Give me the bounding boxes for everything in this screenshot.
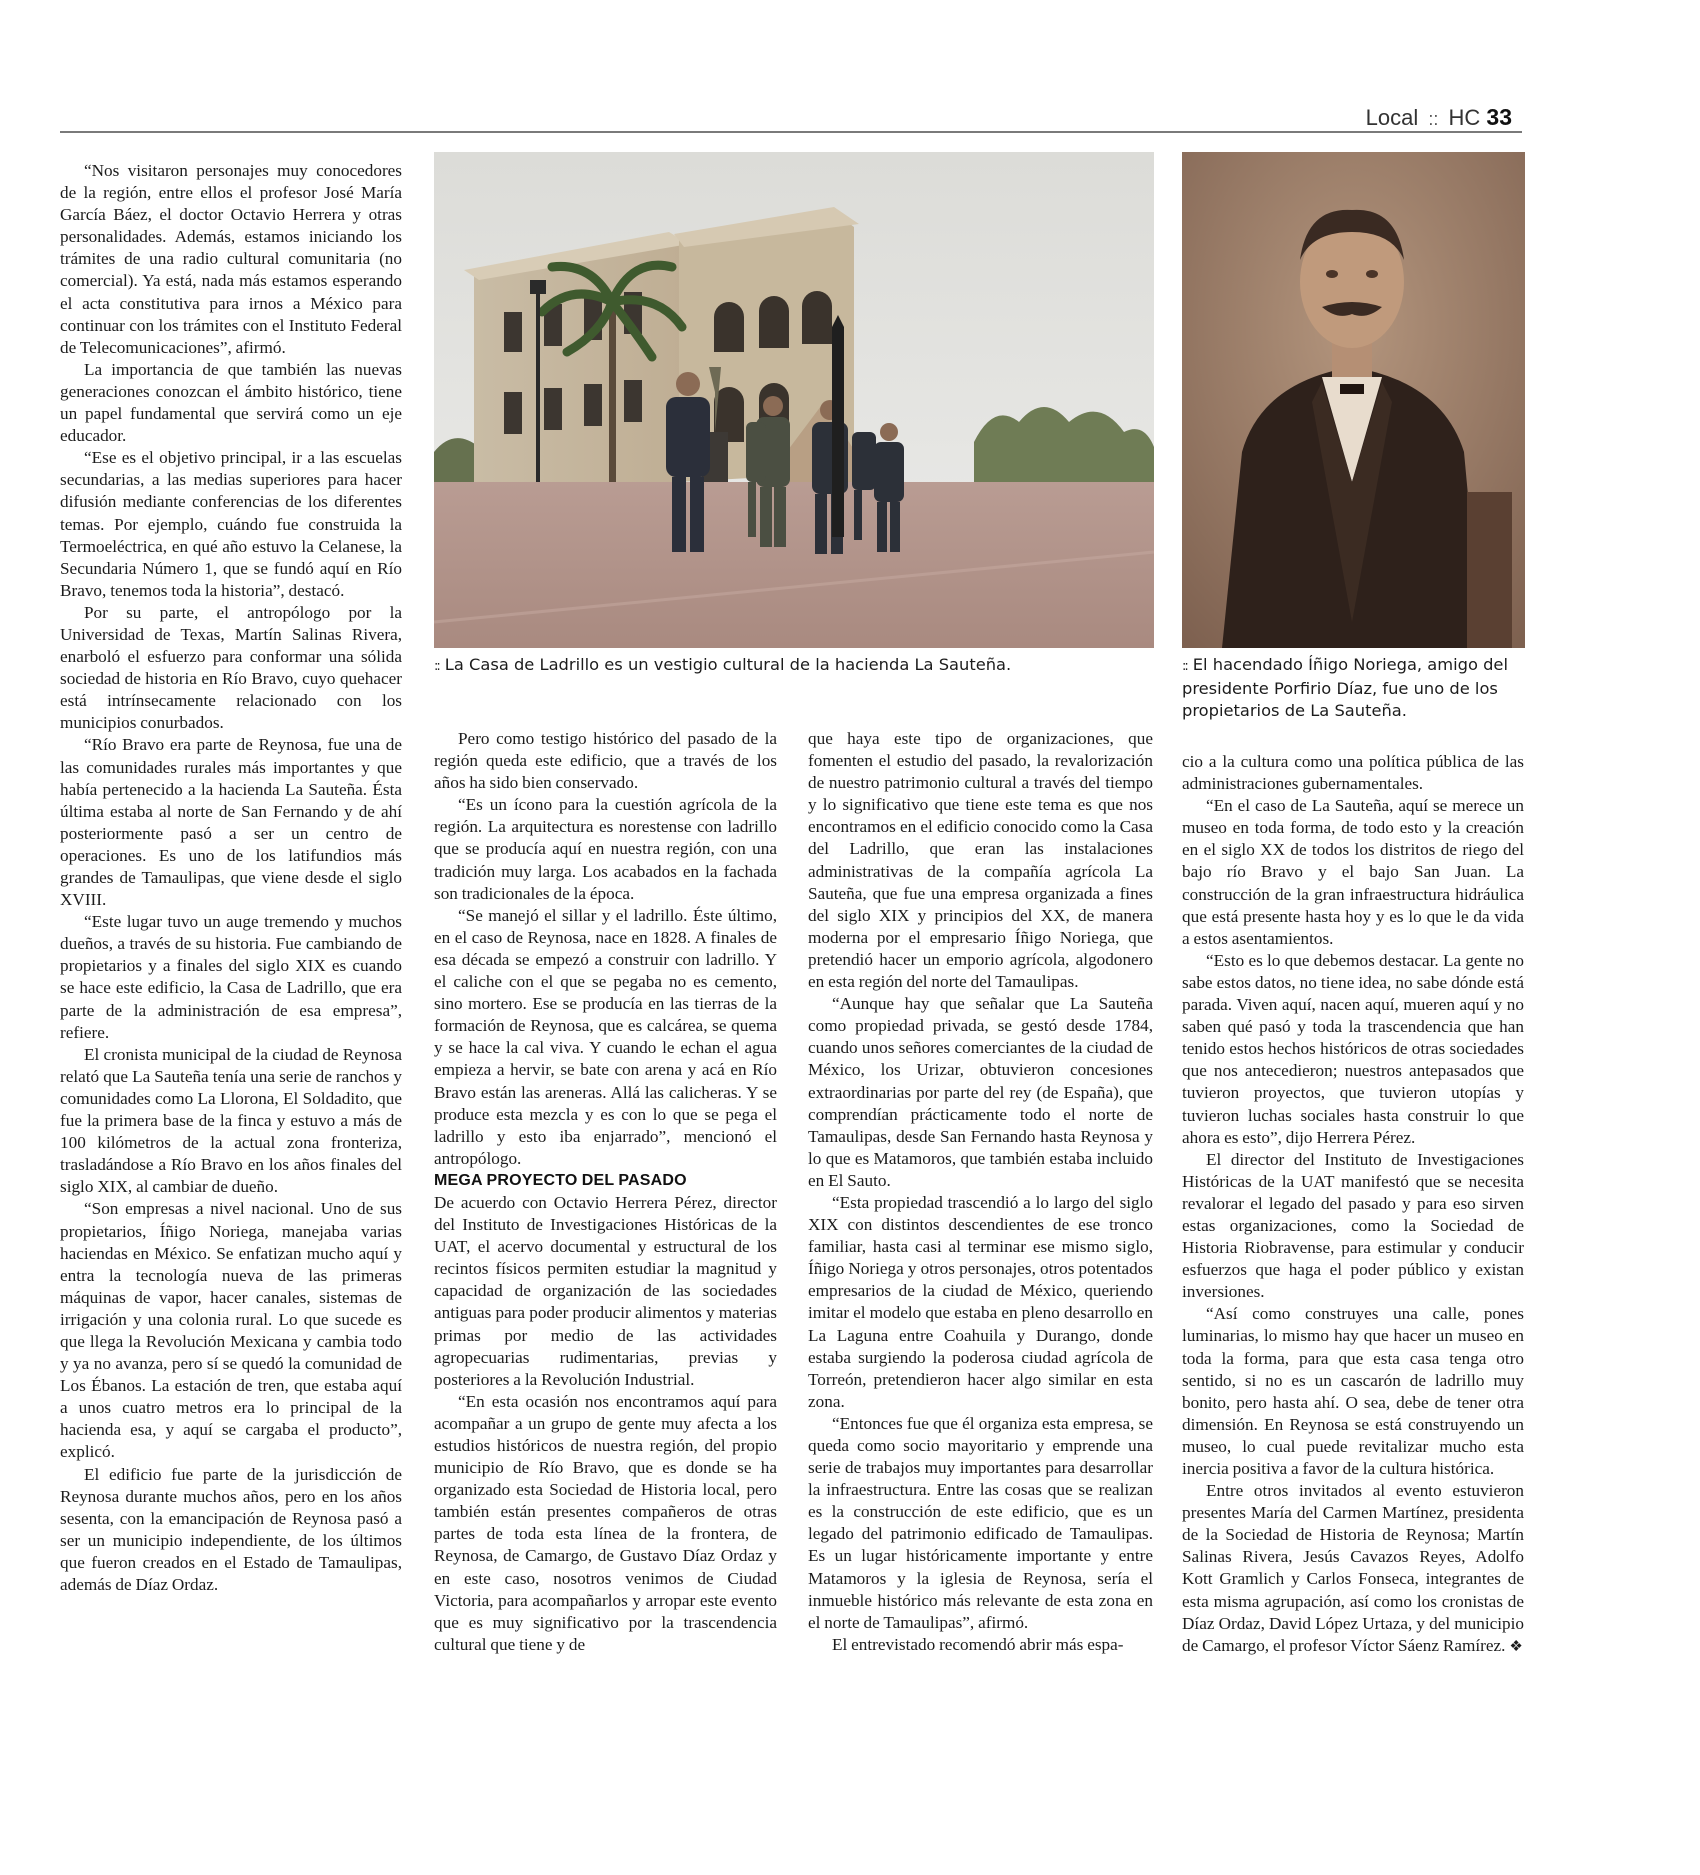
portrait-caption: [1182, 654, 1527, 722]
paragraph: El entrevistado recomendó abrir más espa-: [832, 1634, 1124, 1654]
article-column-3: [808, 728, 1153, 1656]
header-separator: ::: [1428, 109, 1439, 129]
paragraph: cio a la cultura como una política pública de las administraciones gubernamentales.: [1182, 752, 1524, 794]
paragraph: “Así como construyes una calle, pones luminarias, lo mismo hay que hacer un museo en toda la forma, para que esta casa tenga otro sentido, si no es un cascarón de ladrillo muy bonito, pero hasta ahí. O sea, debe de tener otra dimensión. En Reynosa se está construyendo un museo, lo cual puede revitalizar mucho esta inercia positiva a favor de la cultura histórica.: [1182, 1304, 1524, 1478]
paragraph: “Río Bravo era parte de Reynosa, fue una de las comunidades rurales más importantes y que había pertenecido a la hacienda La Sauteña. Ésta última estaba al norte de San Fernando y de ahí posteriormente pasó a ser un centro de operaciones. Es uno de los latifundios más grandes de Tamaulipas, que viene desde el siglo XVIII.: [60, 735, 402, 910]
building-caption-text: La Casa de Ladrillo es un vestigio cultural de la hacienda La Sauteña.: [444, 655, 1012, 674]
portrait-photo: [1182, 152, 1525, 648]
article-column-2: [434, 728, 777, 1656]
page-number: 33: [1486, 104, 1512, 130]
paragraph: Pero como testigo histórico del pasado de la región queda este edificio, que a través de los años ha sido bien conservado.: [434, 729, 777, 793]
paragraph: “Se manejó el sillar y el ladrillo. Éste último, en el caso de Reynosa, nace en 1828. A finales de esa década se empezó a construir con ladrillo. Y el caliche con el que se pegaba no es cemento, sino mortero. Ese se producía en las tierras de la formación de Reynosa, que es calcárea, se quema y se hace la cal viva. Y cuando le echan el agua empieza a hervir, se bate con arena y acá en Río Bravo están las areneras. Allá las calicheras. Y se produce esta mezcla y es con lo que se pega el ladrillo y esto iba enjarrado”, mencionó el antropólogo.: [434, 905, 777, 1168]
paragraph: “Este lugar tuvo un auge tremendo y muchos dueños, a través de su historia. Fue cambiando de propietarios y a finales del siglo XIX es cuando se hace este edificio, la Casa de Ladrillo, que era parte de la administración de esa empresa”, refiere.: [60, 912, 402, 1042]
paragraph: “En esta ocasión nos encontramos aquí para acompañar a un grupo de gente muy afecta a los estudios históricos de nuestra región, del propio municipio de Río Bravo, que es donde se ha organizado esta Sociedad de Historia local, pero también están presentes compañeros de otras partes de toda esta línea de la frontera, de Reynosa, de Camargo, de Gustavo Díaz Ordaz y en este caso, nosotros venimos de Ciudad Victoria, para acompañarlos y arropar este evento que es muy significativo por la trascendencia cultural que tiene y de: [434, 1391, 777, 1654]
article-column-1: [60, 160, 402, 1596]
page-header: [1366, 104, 1512, 131]
paragraph: La importancia de que también las nuevas generaciones conozcan el ámbito histórico, tiene un papel fundamental que servirá como un eje educador.: [60, 359, 402, 446]
paragraph: que haya este tipo de organizaciones, que fomenten el estudio del pasado, la revalorización de nuestro patrimonio cultural a través del tiempo y lo significativo que tiene este tema es que nos encontramos en el edificio conocido como la Casa del Ladrillo, que eran las instalaciones administrativas de la compañía agrícola La Sauteña, que fue una empresa organizada a fines del siglo XIX y principios del XX, de manera moderna por el empresario Íñigo Noriega, que pretendió hacer un emporio agrícola, algodonero en esta región del norte del Tamaulipas.: [808, 729, 1153, 992]
paragraph: “Esta propiedad trascendió a lo largo del siglo XIX con distintos descendientes de ese tronco familiar, hasta casi al terminar ese mismo siglo, Íñigo Noriega y otros personajes, otros potentados empresarios de la ciudad de México, queriendo imitar el modelo que estaba en pleno desarrollo en La Laguna entre Coahuila y Durango, donde estaba surgiendo la poderosa ciudad agrícola de Torreón, pretendieron hacer algo similar en esta zona.: [808, 1192, 1153, 1411]
end-mark-icon: ❖: [1509, 1638, 1523, 1655]
paragraph: El edificio fue parte de la jurisdicción de Reynosa durante muchos años, pero en los años sesenta, con la emancipación de Reynosa pasó a ser un municipio independiente, de los últimos que fueron creados en el Estado de Tamaulipas, además de Díaz Ordaz.: [60, 1464, 402, 1594]
paragraph: “Es un ícono para la cuestión agrícola de la región. La arquitectura es norestense con ladrillo que se producía aquí en nuestra región, con una tradición muy larga. Los acabados en la fachada son tradicionales de la época.: [434, 795, 777, 903]
article-column-4: [1182, 751, 1524, 1658]
paragraph: “Son empresas a nivel nacional. Uno de sus propietarios, Íñigo Noriega, manejaba varias haciendas en México. Se enfatizan mucho aquí y entra la tecnología nueva de las primeras máquinas de vapor, hacer canales, sistemas de irrigación y una colonia rural. Lo que sucede es que llega la Revolución Mexicana y cambia todo y ya no avanza, pero sí se quedó la comunidad de Los Ébanos. La estación de tren, que estaba aquí a unos cuatro metros era lo principal de la hacienda esa, y aquí se cargaba el producto”, explicó.: [60, 1199, 402, 1462]
paragraph: El cronista municipal de la ciudad de Reynosa relató que La Sauteña tenía una serie de ranchos y comunidades como La Llorona, El Soldadito, que fue la primera base de la finca y estuvo a más de 100 kilómetros de la actual zona fronteriza, trasladándose a Río Bravo en los años finales del siglo XIX, al cambiar de dueño.: [60, 1044, 402, 1197]
paragraph: Por su parte, el antropólogo por la Universidad de Texas, Martín Salinas Rivera, enarboló el esfuerzo para conformar una sólida sociedad de historia en Río Bravo, cuyo quehacer está intrínsecamente relacionado con los municipios conurbados.: [60, 602, 402, 733]
paper-label: HC: [1448, 105, 1481, 130]
caption-bullet: ::: [1182, 659, 1187, 674]
closing-paragraph-text: Entre otros invitados al evento estuvieron presentes María del Carmen Martínez, presidenta de la Sociedad de Historia de Reynosa; Martín Salinas Rivera, Jesús Cavazos Reyes, Adolfo Kott Gramlich y Carlos Fonseca, integrantes de esta misma agrupación, así como los cronistas de Díaz Ordaz, David López Urtaza, y del municipio de Camargo, el profesor Víctor Sáenz Ramírez.: [1182, 1481, 1524, 1655]
header-rule: [60, 131, 1522, 133]
paragraph: “Entonces fue que él organiza esta empresa, se queda como socio mayoritario y emprende una serie de trabajos muy importantes para desarrollar la infraestructura. Entre las cosas que se realizan es la construcción de este edificio, que es un legado del patrimonio edificado de Tamaulipas. Es un lugar históricamente importante y entre Matamoros y la iglesia de Reynosa, sería el inmueble histórico más relevante de esta zona en el norte de Tamaulipas”, afirmó.: [808, 1413, 1153, 1632]
closing-paragraph: [1182, 1480, 1524, 1658]
portrait-caption-text: El hacendado Íñigo Noriega, amigo del presidente Porfirio Díaz, fue uno de los propietarios de La Sauteña.: [1182, 655, 1508, 720]
paragraph: “En el caso de La Sauteña, aquí se merece un museo en toda forma, de todo esto y la creación en el siglo XX de todos los distritos de riego del bajo río Bravo y el bajo San Juan. La construcción de la gran infraestructura hidráulica que está presente hasta hoy y es lo que le da vida a estos asentamientos.: [1182, 796, 1524, 948]
building-caption: [434, 654, 1154, 678]
section-subheading: MEGA PROYECTO DEL PASADO: [434, 1171, 687, 1189]
caption-bullet: ::: [434, 659, 439, 674]
paragraph: “Esto es lo que debemos destacar. La gente no sabe estos datos, no tiene idea, no sabe dónde está parada. Viven aquí, nacen aquí, mueren aquí y no saben qué pasó y toda la trascendencia que han tenido estos hechos históricos de otras sociedades que nos antecedieron; nuestros antepasados que tuvieron proyectos, que tuvieron utopías y tuvieron luchas sociales hasta construir lo que ahora es esto”, dijo Herrera Pérez.: [1182, 950, 1524, 1147]
section-label: Local: [1365, 105, 1419, 130]
building-photo: [434, 152, 1154, 648]
paragraph: “Nos visitaron personajes muy conocedores de la región, entre ellos el profesor José María García Báez, el doctor Octavio Herrera y otras personalidades. Además, estamos iniciando los trámites de una radio cultural comunitaria (no comercial). Ya está, nada más estamos esperando el acta constitutiva para irnos a México para continuar con los trámites con el Instituto Federal de Telecomunicaciones”, afirmó.: [60, 161, 402, 357]
paragraph: “Aunque hay que señalar que La Sauteña como propiedad privada, se gestó desde 1784, cuando unos señores comerciantes de la ciudad de México, los Urizar, obtuvieron concesiones extraordinarias por parte del rey (de España), que comprendían prácticamente todo el norte de Tamaulipas, desde San Fernando hasta Reynosa y lo que es Matamoros, que también estaba incluido en El Sauto.: [808, 994, 1153, 1190]
paragraph: “Ese es el objetivo principal, ir a las escuelas secundarias, a las medias superiores para hacer difusión mediante conferencias de los diferentes temas. Por ejemplo, cuándo fue construida la Termoeléctrica, en qué año estuvo la Celanese, la Secundaria Número 1, que se fundó aquí en Río Bravo, tenemos toda la historia”, destacó.: [60, 448, 402, 600]
paragraph: De acuerdo con Octavio Herrera Pérez, director del Instituto de Investigaciones Históricas de la UAT, el acervo documental y estructural de los recintos físicos permiten estudiar la magnitud y capacidad de organización de las sociedades antiguas para poder producir alimentos y materias primas por medio de las actividades agropecuarias rudimentarias, previas y posteriores a la Revolución Industrial.: [434, 1192, 777, 1389]
paragraph: El director del Instituto de Investigaciones Históricas de la UAT manifestó que se necesita revalorar el legado del pasado y para eso sirven estas organizaciones, como la Sociedad de Historia Riobravense, para estimular y conducir esfuerzos que haga el poder público y existan inversiones.: [1182, 1149, 1524, 1302]
